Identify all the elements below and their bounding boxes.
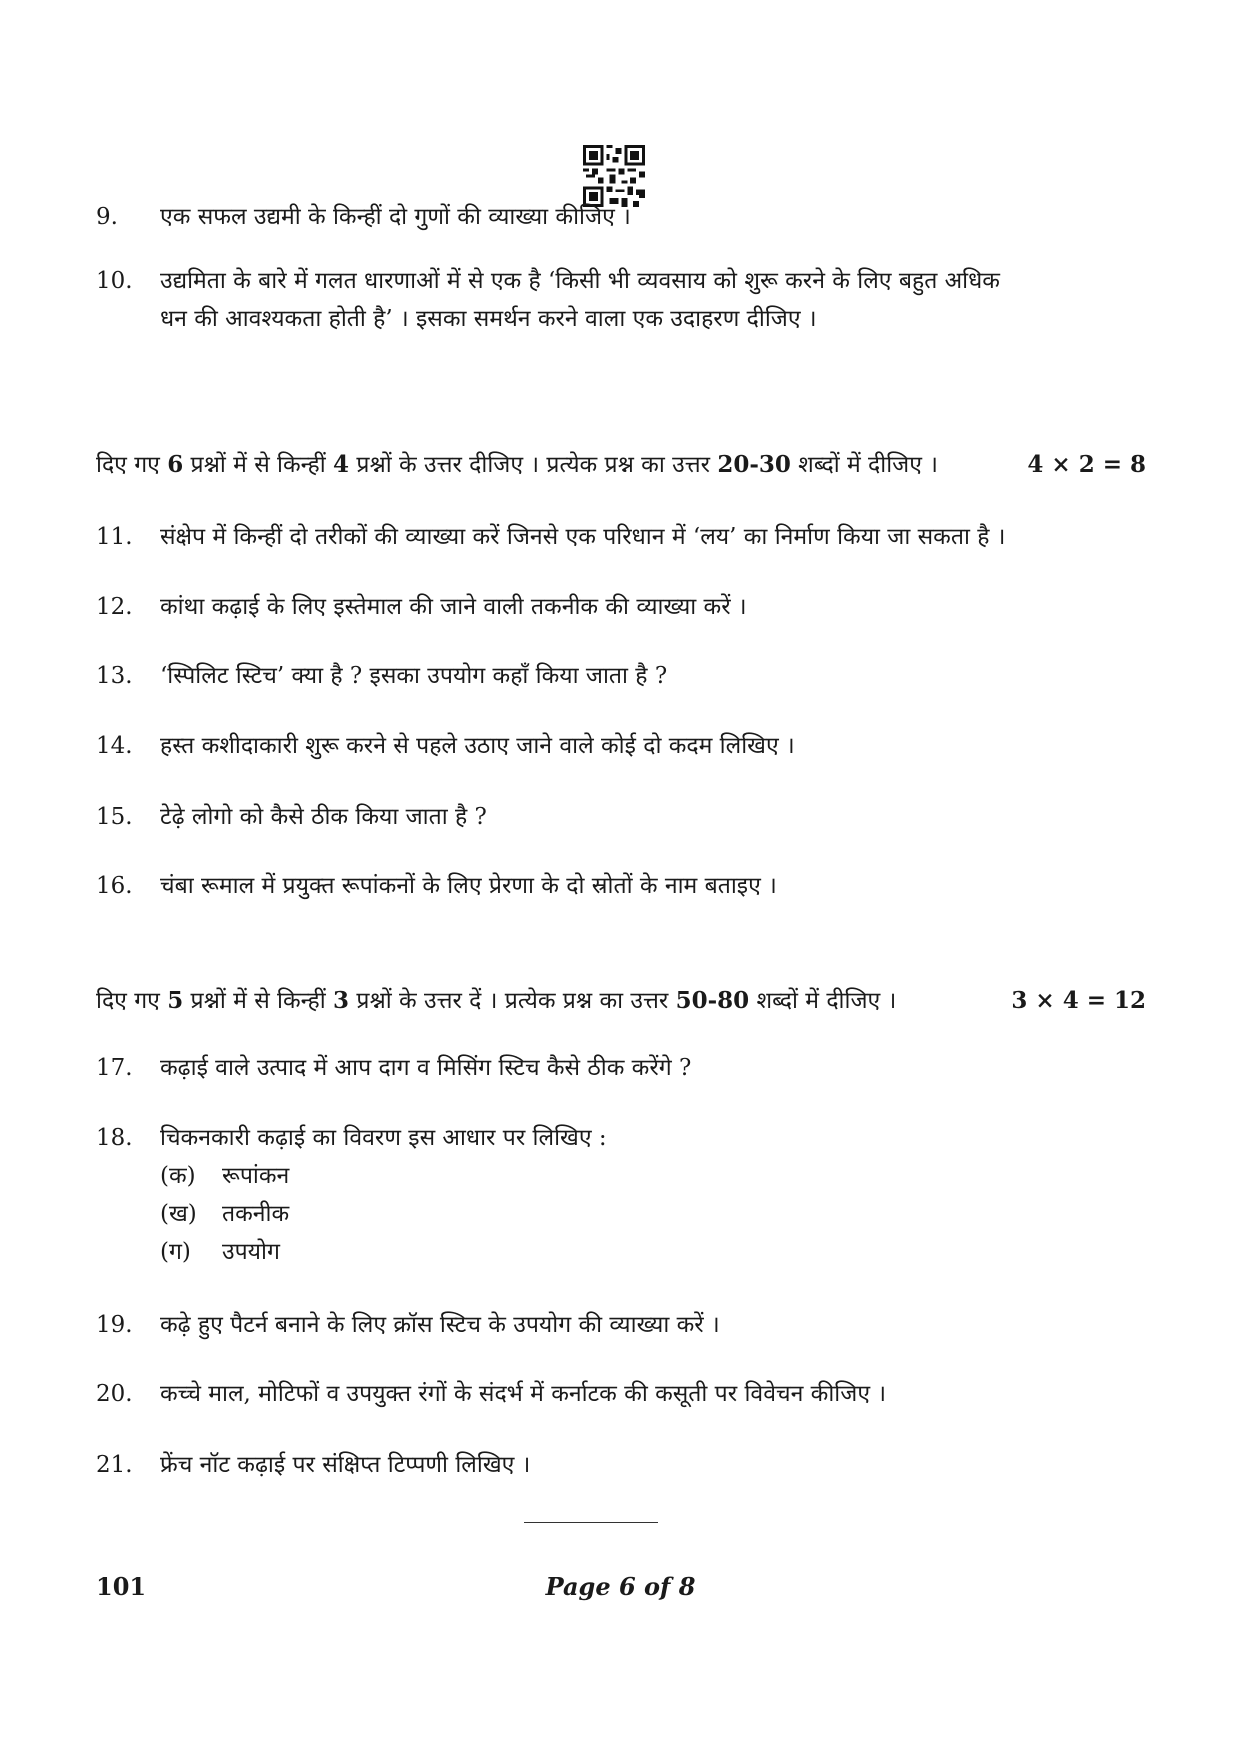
question-text: कढ़े हुए पैटर्न बनाने के लिए क्रॉस स्टिच के उपयोग की व्याख्या करें । bbox=[160, 1312, 720, 1338]
question-number: 19. bbox=[96, 1312, 133, 1338]
question-text: एक सफल उद्यमी के किन्हीं दो गुणों की व्याख्या कीजिए । bbox=[160, 204, 631, 230]
sub-item-label: (क) bbox=[160, 1163, 196, 1189]
question-number: 16. bbox=[96, 873, 133, 899]
question-text-line-1: उद्यमिता के बारे में गलत धारणाओं में से एक है ‘किसी भी व्यवसाय को शुरू करने के लिए बहुत अधिक bbox=[160, 268, 1000, 294]
instruction-text: दिए गए 6 प्रश्नों में से किन्हीं 4 प्रश्नों के उत्तर दीजिए । प्रत्येक प्रश्न का उत्तर 20-30 शब्दों में दीजिए । bbox=[96, 451, 938, 478]
question-number: 14. bbox=[96, 733, 133, 759]
section-instruction-c bbox=[96, 982, 1146, 1020]
section-instruction-b bbox=[96, 446, 1146, 484]
question-number: 12. bbox=[96, 594, 133, 620]
question-number: 21. bbox=[96, 1452, 133, 1478]
question-number: 18. bbox=[96, 1125, 133, 1151]
question-text: चिकनकारी कढ़ाई का विवरण इस आधार पर लिखिए : bbox=[160, 1125, 607, 1151]
question-text: हस्त कशीदाकारी शुरू करने से पहले उठाए जाने वाले कोई दो कदम लिखिए । bbox=[160, 733, 795, 759]
sub-item bbox=[160, 1157, 289, 1195]
question-number: 17. bbox=[96, 1055, 133, 1081]
question-text: कच्चे माल, मोटिफों व उपयुक्त रंगों के संदर्भ में कर्नाटक की कसूती पर विवेचन कीजिए । bbox=[160, 1381, 887, 1407]
question-number: 10. bbox=[96, 268, 133, 294]
section-marks: 3 × 4 = 12 bbox=[1011, 987, 1146, 1014]
question-10 bbox=[96, 262, 1146, 338]
instruction-text: दिए गए 5 प्रश्नों में से किन्हीं 3 प्रश्नों के उत्तर दें । प्रत्येक प्रश्न का उत्तर 50-80 शब्दों में दीजिए । bbox=[96, 987, 897, 1014]
sub-item-label: (ख) bbox=[160, 1201, 197, 1227]
question-text: कांथा कढ़ाई के लिए इस्तेमाल की जाने वाली तकनीक की व्याख्या करें । bbox=[160, 594, 747, 620]
sub-item-text: उपयोग bbox=[222, 1239, 280, 1265]
section-marks: 4 × 2 = 8 bbox=[1027, 451, 1146, 478]
end-rule bbox=[524, 1522, 658, 1523]
question-text: संक्षेप में किन्हीं दो तरीकों की व्याख्या करें जिनसे एक परिधान में ‘लय’ का निर्माण किया जा सकता है । bbox=[160, 524, 1006, 550]
question-number: 11. bbox=[96, 524, 133, 550]
question-text: कढ़ाई वाले उत्पाद में आप दाग व मिसिंग स्टिच कैसे ठीक करेंगे ? bbox=[160, 1055, 692, 1081]
question-number: 15. bbox=[96, 804, 133, 830]
sub-item-label: (ग) bbox=[160, 1239, 191, 1265]
question-text: ‘स्पिलिट स्टिच’ क्या है ? इसका उपयोग कहाँ किया जाता है ? bbox=[160, 663, 668, 689]
sub-item-text: रूपांकन bbox=[222, 1163, 290, 1189]
question-number: 20. bbox=[96, 1381, 133, 1407]
question-text: फ्रेंच नॉट कढ़ाई पर संक्षिप्त टिप्पणी लिखिए । bbox=[160, 1452, 531, 1478]
question-text: टेढ़े लोगो को कैसे ठीक किया जाता है ? bbox=[160, 804, 487, 830]
sub-item bbox=[160, 1233, 280, 1271]
sub-item bbox=[160, 1195, 289, 1233]
question-text: चंबा रूमाल में प्रयुक्त रूपांकनों के लिए प्रेरणा के दो स्रोतों के नाम बताइए । bbox=[160, 873, 777, 899]
question-number: 9. bbox=[96, 204, 118, 230]
page-number: Page 6 of 8 bbox=[545, 1572, 696, 1601]
question-text-line-2: धन की आवश्यकता होती है’ । इसका समर्थन करने वाला एक उदाहरण दीजिए । bbox=[160, 306, 817, 332]
sub-item-text: तकनीक bbox=[222, 1201, 290, 1227]
question-number: 13. bbox=[96, 663, 133, 689]
paper-code: 101 bbox=[96, 1572, 147, 1601]
